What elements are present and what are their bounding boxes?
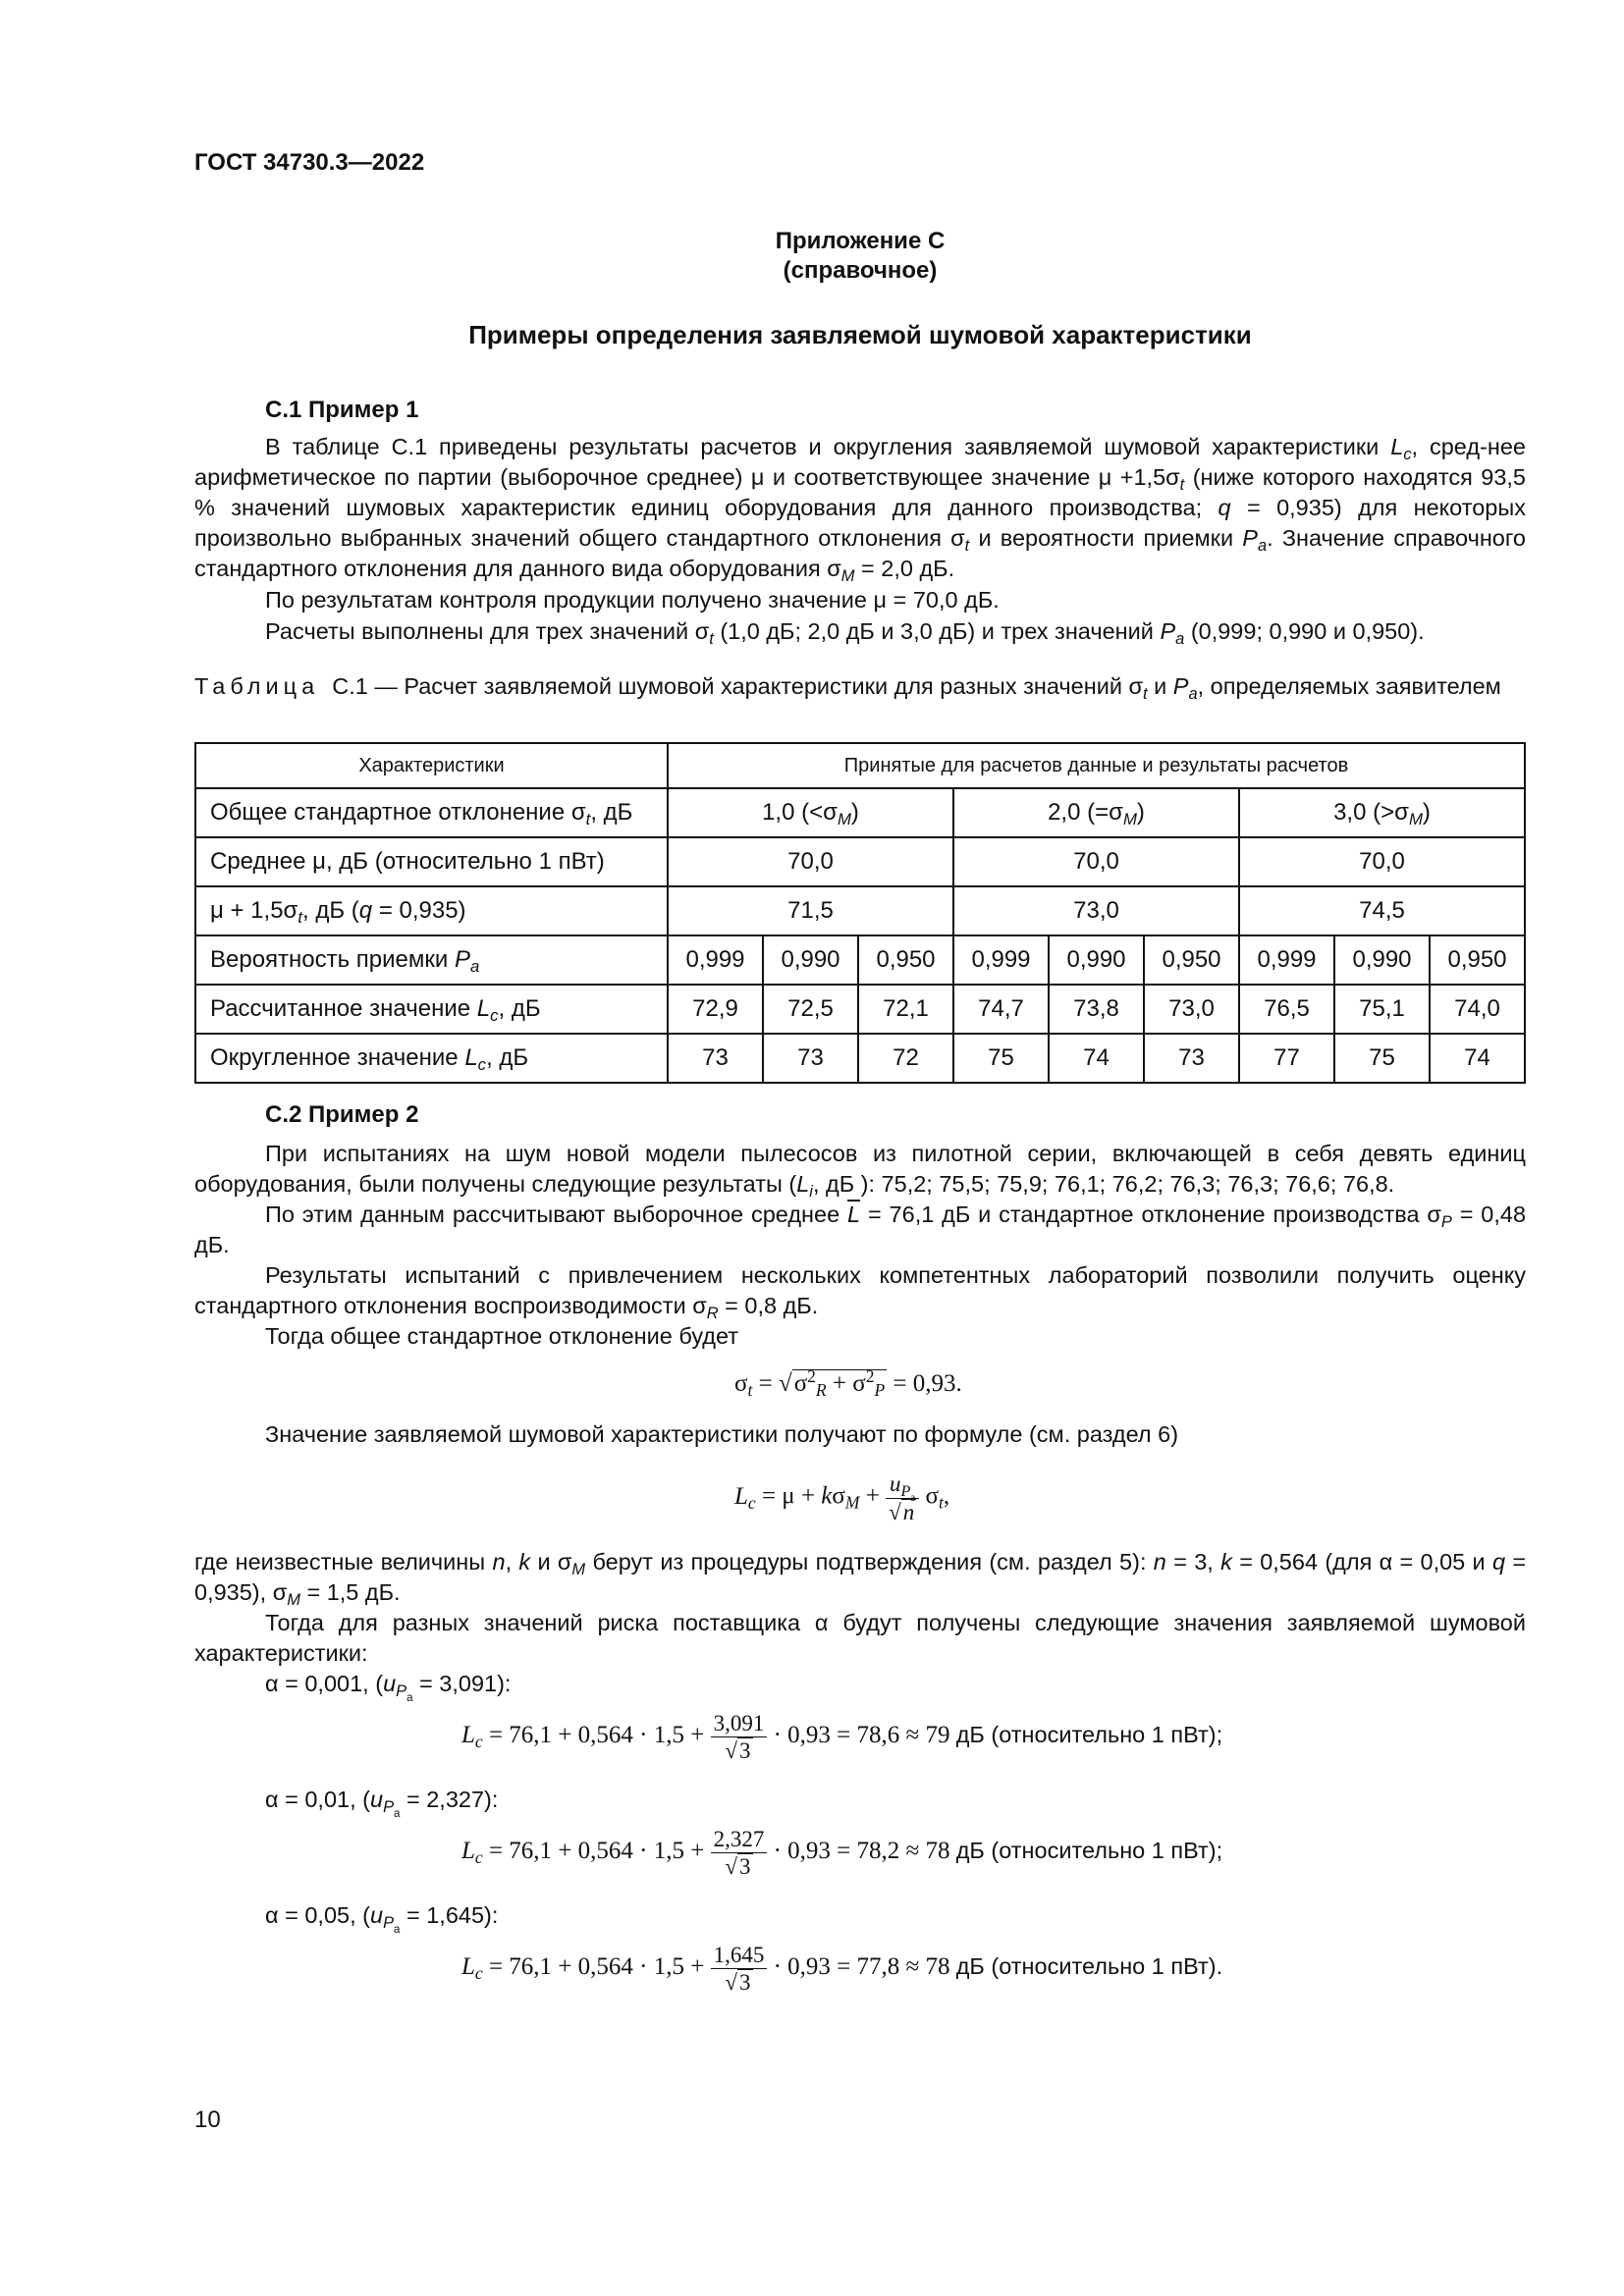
round-value: 77	[1239, 1034, 1334, 1083]
mean-value: 70,0	[1239, 837, 1525, 886]
calc-value: 74,0	[1430, 985, 1525, 1034]
round-value: 72	[858, 1034, 953, 1083]
table-header-row	[195, 743, 1525, 788]
calc-value: 72,9	[668, 985, 763, 1034]
table-row	[195, 886, 1525, 935]
example1-paragraph-1: В таблице С.1 приведены результаты расчетов и округления заявляемой шумовой характеристики $L_c$, сред-нее арифметическое по партии (выборочное среднее) μ и соответствующее значение $\mu +1,5\sigma_t$ (ниже которого находятся 93,5 % значений шумовых характеристик единиц оборудования для данного производства; q = 0,935) для некоторых произвольно выбранных значений общего стандартного отклонения $\sigma_t$ и вероятности приемки $P_a$. Значение справочного стандартного отклонения для данного вида оборудования $\sigma_M = 2,0$ дБ.	[194, 434, 1527, 585]
pa-value: 0,950	[1430, 935, 1525, 985]
case-formula-2: $L_c = 76,1 + 0,564 \cdot 1,5$ + $\frac{2,327}{√3}$ · 0,93 = 78,2 ≈ 78 дБ (относительно 1 пВт);	[461, 1827, 1223, 1879]
example2-paragraph-2: По этим данным рассчитывают выборочное среднее $\overline{L} = 76,1$ дБ и стандартное отклонение производства $\sigma_P = 0,48$ дБ.	[194, 1201, 1527, 1257]
sigma-group-1: 1,0 $(<\sigma_M)$	[668, 788, 953, 837]
case-alpha-2: α = 0,01, $(u_{P_a} = 2,327)$:	[265, 1787, 499, 1820]
mu-value: 71,5	[668, 886, 953, 935]
pa-value: 0,990	[763, 935, 858, 985]
pa-value: 0,990	[1049, 935, 1144, 985]
row-pa-label: Вероятность приемки $P_a$	[195, 935, 668, 985]
appendix-title: Приложение С	[775, 228, 946, 254]
example2-paragraph-7: Тогда для разных значений риска поставщика α будут получены следующие значения заявляемой шумовой характеристики:	[194, 1610, 1526, 1666]
row-calc-label: Рассчитанное значение $L_c$, дБ	[195, 985, 668, 1034]
table-caption: Таблица С.1 — Расчет заявляемой шумовой характеристики для разных значений $\sigma_t$ и $P_a$, определяемых заявителем	[194, 673, 1501, 703]
pa-value: 0,990	[1334, 935, 1430, 985]
header-data: Принятые для расчетов данные и результаты расчетов	[668, 743, 1525, 788]
round-value: 73	[1144, 1034, 1239, 1083]
round-value: 75	[953, 1034, 1049, 1083]
pa-value: 0,950	[858, 935, 953, 985]
example2-paragraph-4: Тогда общее стандартное отклонение будет	[265, 1323, 739, 1349]
mean-value: 70,0	[953, 837, 1239, 886]
calc-value: 76,5	[1239, 985, 1334, 1034]
pa-value: 0,999	[1239, 935, 1334, 985]
document-code: ГОСТ 34730.3—2022	[194, 149, 425, 176]
pa-value: 0,999	[953, 935, 1049, 985]
formula-declared-value: $L_c = \mu + k\sigma_M$ + $\frac{u_{P_a}}{√n}$ $\sigma_t$,	[734, 1471, 950, 1524]
round-value: 74	[1049, 1034, 1144, 1083]
table-c1	[194, 742, 1526, 1084]
table-row	[195, 1034, 1525, 1083]
calc-value: 72,1	[858, 985, 953, 1034]
example1-paragraph-3: Расчеты выполнены для трех значений $\sigma_t$ (1,0 дБ; 2,0 дБ и 3,0 дБ) и трех значений $P_a$ (0,999; 0,990 и 0,950).	[265, 618, 1425, 648]
pa-value: 0,950	[1144, 935, 1239, 985]
calc-value: 74,7	[953, 985, 1049, 1034]
example2-paragraph-5: Значение заявляемой шумовой характеристики получают по формуле (см. раздел 6)	[265, 1421, 1179, 1447]
pa-value: 0,999	[668, 935, 763, 985]
mean-value: 70,0	[668, 837, 953, 886]
calc-value: 72,5	[763, 985, 858, 1034]
calc-value: 73,0	[1144, 985, 1239, 1034]
round-value: 73	[668, 1034, 763, 1083]
table-row	[195, 985, 1525, 1034]
example2-heading: С.2 Пример 2	[265, 1101, 419, 1128]
row-round-label: Округленное значение $L_c$, дБ	[195, 1034, 668, 1083]
section-title: Примеры определения заявляемой шумовой характеристики	[468, 320, 1252, 349]
round-value: 75	[1334, 1034, 1430, 1083]
example2-paragraph-1: При испытаниях на шум новой модели пылесосов из пилотной серии, включающей в себя девять единиц оборудования, были получены следующие результаты ($L_i$, дБ ): 75,2; 75,5; 75,9; 76,1; 76,2; 76,3; 76,3; 76,6; 76,8.	[194, 1141, 1526, 1201]
mu-value: 74,5	[1239, 886, 1525, 935]
row-mu-label: $\mu + 1,5\sigma_t$, дБ (q = 0,935)	[195, 886, 668, 935]
round-value: 73	[763, 1034, 858, 1083]
example1-heading: С.1 Пример 1	[265, 397, 419, 423]
case-formula-3: $L_c = 76,1 + 0,564 \cdot 1,5$ + $\frac{1,645}{√3}$ · 0,93 = 77,8 ≈ 78 дБ (относительно 1 пВт).	[461, 1943, 1223, 1995]
example1-paragraph-2: По результатам контроля продукции получено значение μ = 70,0 дБ.	[265, 587, 1000, 613]
calc-value: 73,8	[1049, 985, 1144, 1034]
row-sigma-label: Общее стандартное отклонение $\sigma_t$, дБ	[195, 788, 668, 837]
mu-value: 73,0	[953, 886, 1239, 935]
table-row	[195, 935, 1525, 985]
calc-value: 75,1	[1334, 985, 1430, 1034]
sigma-group-3: 3,0 $(>\sigma_M)$	[1239, 788, 1525, 837]
header-characteristics: Характеристики	[195, 743, 668, 788]
table-row	[195, 837, 1525, 886]
table-row	[195, 788, 1525, 837]
example2-paragraph-6: где неизвестные величины n, k и $\sigma_M$ берут из процедуры подтверждения (см. раздел 5): n = 3, k = 0,564 (для α = 0,05 и q = 0,935), $\sigma_M = 1,5$ дБ.	[194, 1549, 1527, 1609]
sigma-group-2: 2,0 $(=\sigma_M)$	[953, 788, 1239, 837]
case-alpha-3: α = 0,05, $(u_{P_a} = 1,645)$:	[265, 1902, 499, 1936]
formula-total-sigma: $\sigma_t = √\sigma^2_R + \sigma^2_P = 0,93$.	[734, 1366, 962, 1400]
example2-paragraph-3: Результаты испытаний с привлечением нескольких компетентных лабораторий позволили получить оценку стандартного отклонения воспроизводимости $\sigma_R = 0,8$ дБ.	[194, 1262, 1526, 1322]
case-formula-1: $L_c = 76,1 + 0,564 \cdot 1,5$ + $\frac{3,091}{√3}$ · 0,93 = 78,6 ≈ 79 дБ (относительно 1 пВт);	[461, 1711, 1223, 1763]
case-alpha-1: α = 0,001, $(u_{P_a} = 3,091)$:	[265, 1671, 512, 1704]
appendix-type: (справочное)	[783, 257, 938, 284]
round-value: 74	[1430, 1034, 1525, 1083]
row-mean-label: Среднее μ, дБ (относительно 1 пВт)	[195, 837, 668, 886]
page-number: 10	[194, 2107, 221, 2133]
